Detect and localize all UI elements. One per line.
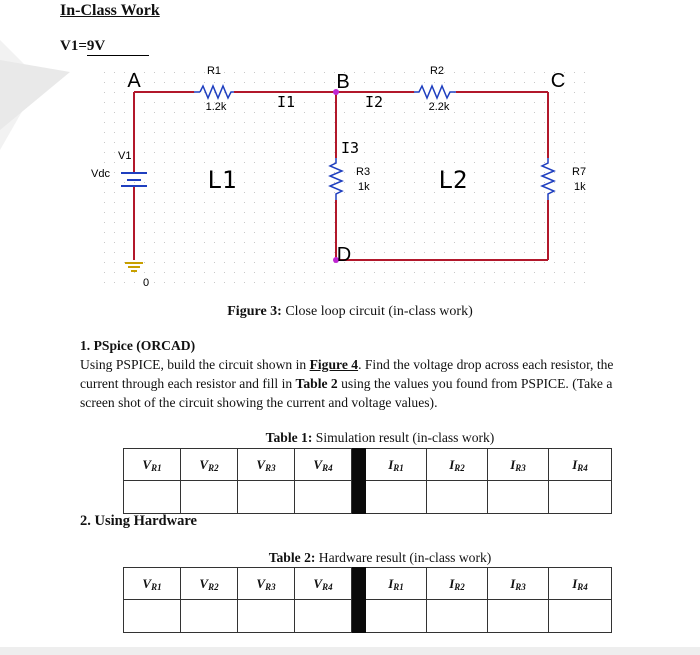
figure-caption-label: Figure 3: — [227, 304, 282, 319]
cell-vr2[interactable] — [181, 600, 238, 633]
resistor-r3 — [330, 158, 370, 200]
resistor-r1 — [194, 65, 234, 113]
col-ir1: IR1 — [366, 568, 427, 600]
loop-label-l1: L1 — [207, 166, 237, 194]
table-2-title — [0, 550, 700, 566]
table-2-header-row — [124, 568, 612, 600]
current-label-i2: I2 — [364, 93, 384, 111]
separator-column — [352, 600, 366, 633]
dc-source-v1 — [91, 150, 147, 186]
resistor-r1-value: 1.2k — [205, 101, 227, 113]
hardware-result-table — [123, 567, 612, 633]
separator-column — [352, 568, 366, 600]
table-1-label: Table 1: — [265, 430, 313, 445]
source-type: Vdc — [91, 168, 110, 180]
node-label-a: A — [127, 70, 141, 92]
v1-value-line — [60, 38, 149, 56]
cell-ir1[interactable] — [366, 481, 427, 514]
loop-label-l2: L2 — [438, 166, 468, 194]
table-2-data-row — [124, 600, 612, 633]
v1-label: V1= — [60, 38, 87, 54]
col-ir3: IR3 — [488, 568, 549, 600]
simulation-result-table — [123, 448, 612, 514]
cell-vr3[interactable] — [238, 600, 295, 633]
col-ir2: IR2 — [427, 568, 488, 600]
resistor-r7-value: 1k — [574, 181, 586, 193]
source-name: V1 — [118, 150, 132, 162]
figure-caption-text: Close loop circuit (in-class work) — [281, 304, 473, 319]
col-ir1: IR1 — [366, 449, 427, 481]
col-ir3: IR3 — [488, 449, 549, 481]
resistor-r3-value: 1k — [358, 181, 370, 193]
section-hardware-title: 2. Using Hardware — [80, 513, 197, 529]
figure-caption — [0, 304, 700, 320]
col-vr4: VR4 — [295, 449, 352, 481]
cell-ir4[interactable] — [549, 481, 612, 514]
cell-vr2[interactable] — [181, 481, 238, 514]
col-vr1: VR1 — [124, 568, 181, 600]
ground-symbol — [125, 263, 149, 289]
section-pspice — [80, 336, 640, 412]
separator-column — [352, 449, 366, 481]
table-reference: Table 2 — [295, 376, 338, 391]
table-2-caption: Hardware result (in-class work) — [315, 550, 492, 565]
col-vr2: VR2 — [181, 449, 238, 481]
resistor-r2 — [414, 65, 456, 113]
col-ir2: IR2 — [427, 449, 488, 481]
col-vr2: VR2 — [181, 568, 238, 600]
cell-vr1[interactable] — [124, 600, 181, 633]
cell-vr3[interactable] — [238, 481, 295, 514]
section-pspice-title: 1. PSpice (ORCAD) — [80, 338, 196, 353]
col-vr3: VR3 — [238, 449, 295, 481]
resistor-r2-name: R2 — [429, 65, 445, 77]
ground-label: 0 — [143, 277, 150, 289]
resistor-r2-value: 2.2k — [428, 101, 450, 113]
cell-ir3[interactable] — [488, 481, 549, 514]
figure-reference-link[interactable]: Figure 4 — [309, 357, 359, 372]
cell-ir2[interactable] — [427, 600, 488, 633]
circuit-schematic — [88, 60, 608, 290]
instructions-part-1: Using PSPICE, build the circuit shown in — [80, 357, 310, 372]
current-label-i3: I3 — [340, 139, 360, 157]
cell-ir4[interactable] — [549, 600, 612, 633]
instructions-part-2: . Find the voltage drop across each resistor, the current through each resistor and fill in — [80, 357, 614, 391]
col-ir4: IR4 — [549, 449, 612, 481]
table-1-title — [0, 430, 700, 446]
table-1-data-row — [124, 481, 612, 514]
cell-vr1[interactable] — [124, 481, 181, 514]
col-vr3: VR3 — [238, 568, 295, 600]
cell-ir3[interactable] — [488, 600, 549, 633]
instructions-part-3: using the values you found from PSPICE. (Take a screen shot of the circuit showing the current and voltage values). — [80, 376, 613, 410]
v1-value: 9V — [87, 38, 149, 56]
resistor-r7 — [542, 158, 586, 200]
resistor-r1-name: R1 — [206, 65, 222, 77]
cell-ir2[interactable] — [427, 481, 488, 514]
node-label-d: D — [336, 244, 352, 266]
cell-vr4[interactable] — [295, 481, 352, 514]
col-vr1: VR1 — [124, 449, 181, 481]
resistor-r3-name: R3 — [356, 166, 371, 178]
separator-column — [352, 481, 366, 514]
wires — [134, 92, 548, 260]
current-label-i1: I1 — [276, 93, 296, 111]
resistor-r7-name: R7 — [572, 166, 587, 178]
table-1-caption: Simulation result (in-class work) — [312, 430, 495, 445]
cell-vr4[interactable] — [295, 600, 352, 633]
page-heading: In-Class Work — [60, 2, 160, 19]
node-label-c: C — [550, 70, 566, 92]
node-label-b: B — [336, 71, 350, 93]
col-vr4: VR4 — [295, 568, 352, 600]
table-2-label: Table 2: — [268, 550, 316, 565]
table-1-header-row — [124, 449, 612, 481]
col-ir4: IR4 — [549, 568, 612, 600]
page-footer-bar — [0, 647, 700, 655]
cell-ir1[interactable] — [366, 600, 427, 633]
